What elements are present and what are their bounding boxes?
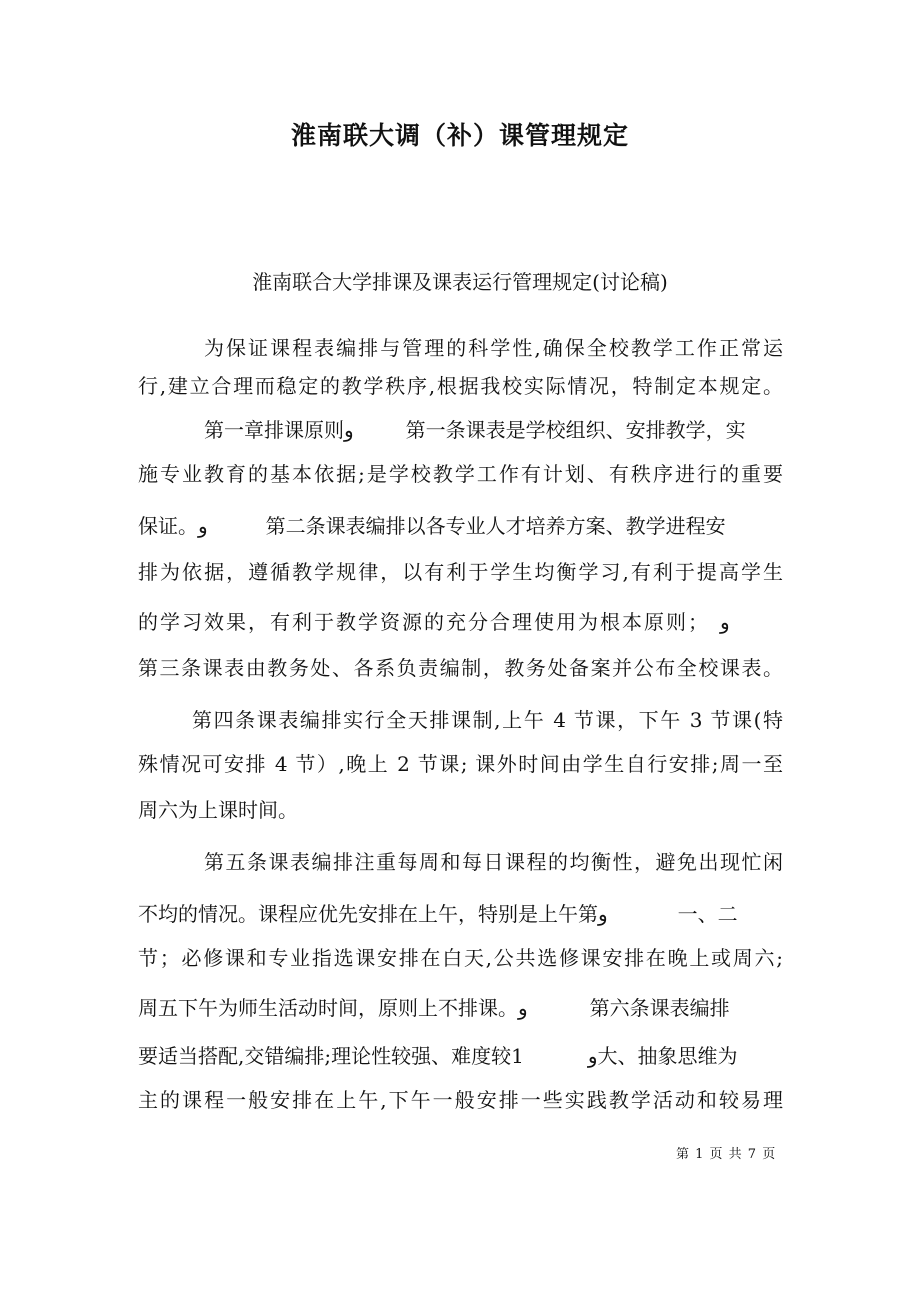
marker-glyph: و xyxy=(598,902,608,926)
document-subtitle: 淮南联合大学排课及课表运行管理规定(讨论稿) xyxy=(252,270,668,294)
text-line: 第三条课表由教务处、各系负责编制，教务处备案并公布全校课表。 xyxy=(138,656,783,680)
marker-glyph: و xyxy=(344,418,354,442)
text-line: 周五下午为师生活动时间，原则上不排课。و 第六条课表编排 xyxy=(138,996,730,1020)
chapter-heading: 第一章排课原则 xyxy=(204,418,344,442)
text-line: 第五条课表编排注重每周和每日课程的均衡性，避免出现忙闲 xyxy=(204,850,783,874)
marker-glyph: و xyxy=(587,1044,598,1068)
marker-glyph: و xyxy=(720,610,730,634)
marker-glyph: و xyxy=(198,514,208,538)
text-line: 殊情况可安排 4 节）,晚上 2 节课; 课外时间由学生自行安排;周一至 xyxy=(138,752,783,776)
text-line: 主的课程一般安排在上午,下午一般安排一些实践教学活动和较易理 xyxy=(138,1088,783,1112)
text-line: 保证。و 第二条课表编排以各专业人才培养方案、教学进程安 xyxy=(138,514,726,538)
page-title: 淮南联大调（补）课管理规定 xyxy=(290,121,629,150)
text-line: 周六为上课时间。 xyxy=(138,798,298,822)
text-line: 为保证课程表编排与管理的科学性,确保全校教学工作正常运 xyxy=(204,336,783,360)
text-line: 行,建立合理而稳定的教学秩序,根据我校实际情况，特制定本规定。 xyxy=(138,374,783,398)
page-footer: 第 1 页 共 7 页 xyxy=(676,1147,777,1162)
text-line: 施专业教育的基本依据;是学校教学工作有计划、有秩序进行的重要 xyxy=(138,462,783,486)
text-line: 节；必修课和专业指选课安排在白天,公共选修课安排在晚上或周六; xyxy=(138,946,783,970)
text-line: 不均的情况。课程应优先安排在上午，特别是上午第و 一、二 xyxy=(138,902,738,926)
text-line: 要适当搭配,交错编排;理论性较强、难度较1 و大、抽象思维为 xyxy=(138,1044,738,1068)
marker-glyph: و xyxy=(518,996,528,1020)
text-line: 排为依据，遵循教学规律，以有利于学生均衡学习,有利于提高学生 xyxy=(138,560,783,584)
text-line: 第四条课表编排实行全天排课制,上午 4 节课，下午 3 节课(特 xyxy=(192,708,783,732)
text-line: 第一章排课原则و 第一条课表是学校组织、安排教学，实 xyxy=(204,418,746,442)
text-line: 的学习效果，有利于教学资源的充分合理使用为根本原则； و xyxy=(138,610,730,634)
